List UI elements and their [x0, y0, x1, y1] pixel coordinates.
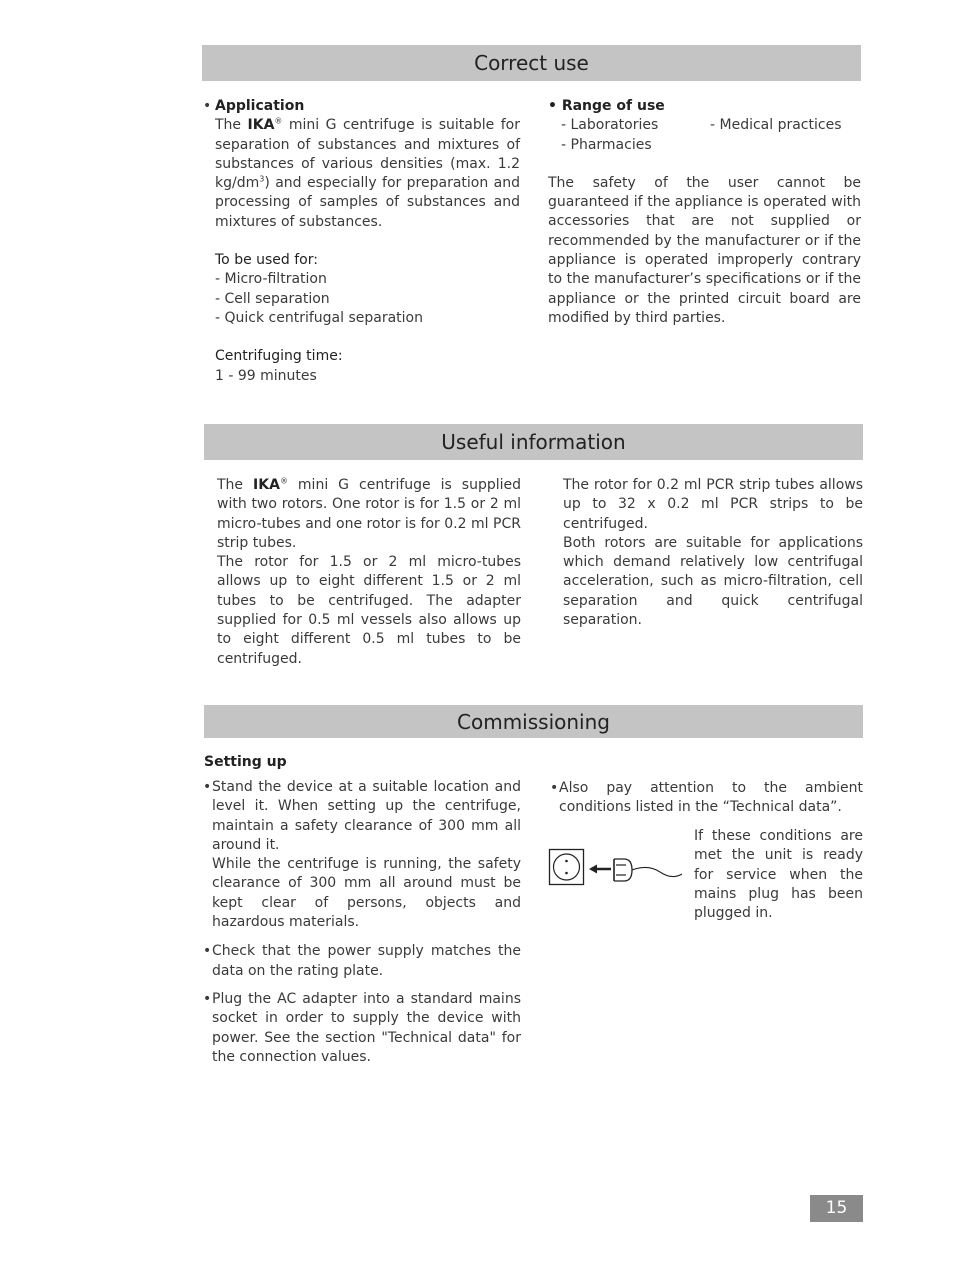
section-header-useful-information: Useful information: [204, 424, 863, 460]
useful-text-2: The rotor for 1.5 or 2 ml micro-tubes allows up to eight different 1.5 or 2 ml tubes to be centrifuged. The adapter supplied for 0.5 ml vessels also allows up to eight different 0.5 ml tubes to be centrifuged.: [217, 554, 521, 667]
setup-bullet: • Plug the AC adapter into a standard mains socket in order to supply the device with power. See the section "Technical data" for the connection values.: [203, 990, 521, 1065]
used-for-item: - Micro-filtration: [215, 271, 327, 288]
setup-left-column: [203, 778, 521, 1067]
range-item: - Laboratories: [561, 117, 659, 134]
page-number: 15: [810, 1195, 863, 1222]
mains-plug-socket-icon: [548, 848, 684, 888]
range-item: - Medical practices: [710, 117, 842, 134]
plug-text: If these conditions are met the unit is ready for service when the mains plug has been plugged in.: [694, 828, 863, 922]
useful-text-4: Both rotors are suitable for applications which demand relatively low centrifugal acceleration, such as micro-filtration, cell separation and quick centrifugal separation.: [563, 534, 863, 629]
used-for-item: - Cell separation: [215, 290, 330, 307]
range-of-use-block: [548, 97, 861, 328]
application-text: The IKA® mini G centrifuge is suitable for separation of substances and mixtures of substances of various densities (max. 1.2 $kg/dm^3$) and especially for preparation and processing of samples of substances and mixtures of substances.: [215, 116, 520, 230]
setup-bullet: • Also pay attention to the ambient conditions listed in the “Technical data”.: [550, 780, 863, 816]
useful-left-column: [217, 476, 521, 669]
setup-bullet: • Check that the power supply matches the data on the rating plate.: [203, 943, 521, 979]
setup-bullet: • Stand the device at a suitable location and level it. When setting up the centrifuge, maintain a safety clearance of 300 mm all around it. While the centrifuge is running, the safety clearance of 300 mm all around must be kept clear of persons, objects and hazardous materials.: [203, 779, 521, 931]
section-header-correct-use: Correct use: [202, 45, 861, 81]
used-for-heading: To be used for:: [215, 252, 318, 269]
useful-text-1: The IKA® mini G centrifuge is supplied with two rotors. One rotor is for 1.5 or 2 ml micro-tubes and one rotor is for 0.2 ml PCR strip tubes.: [217, 476, 521, 551]
used-for-item: - Quick centrifugal separation: [215, 309, 423, 326]
section-header-commissioning: Commissioning: [204, 705, 863, 738]
centrifuging-time-value: 1 - 99 minutes: [215, 367, 317, 384]
useful-text-3: The rotor for 0.2 ml PCR strip tubes allows up to 32 x 0.2 ml PCR strips to be centrifuged.: [563, 477, 863, 532]
safety-text: The safety of the user cannot be guaranteed if the appliance is operated with accessories that are not supplied or recommended by the manufacturer or if the appliance is operated improperly contrary to the manufacturer’s specifications or if the appliance or the printed circuit board are modified by third parties.: [548, 174, 861, 326]
useful-right-column: [563, 476, 863, 630]
bullet: •: [203, 98, 212, 114]
range-heading: • Range of use: [548, 98, 665, 114]
setting-up-heading: Setting up: [204, 754, 287, 770]
centrifuging-time-heading: Centrifuging time:: [215, 348, 343, 365]
setup-right-column: [550, 779, 863, 818]
application-heading: Application: [215, 98, 305, 114]
range-item: - Pharmacies: [561, 136, 652, 153]
application-block: [203, 97, 520, 386]
